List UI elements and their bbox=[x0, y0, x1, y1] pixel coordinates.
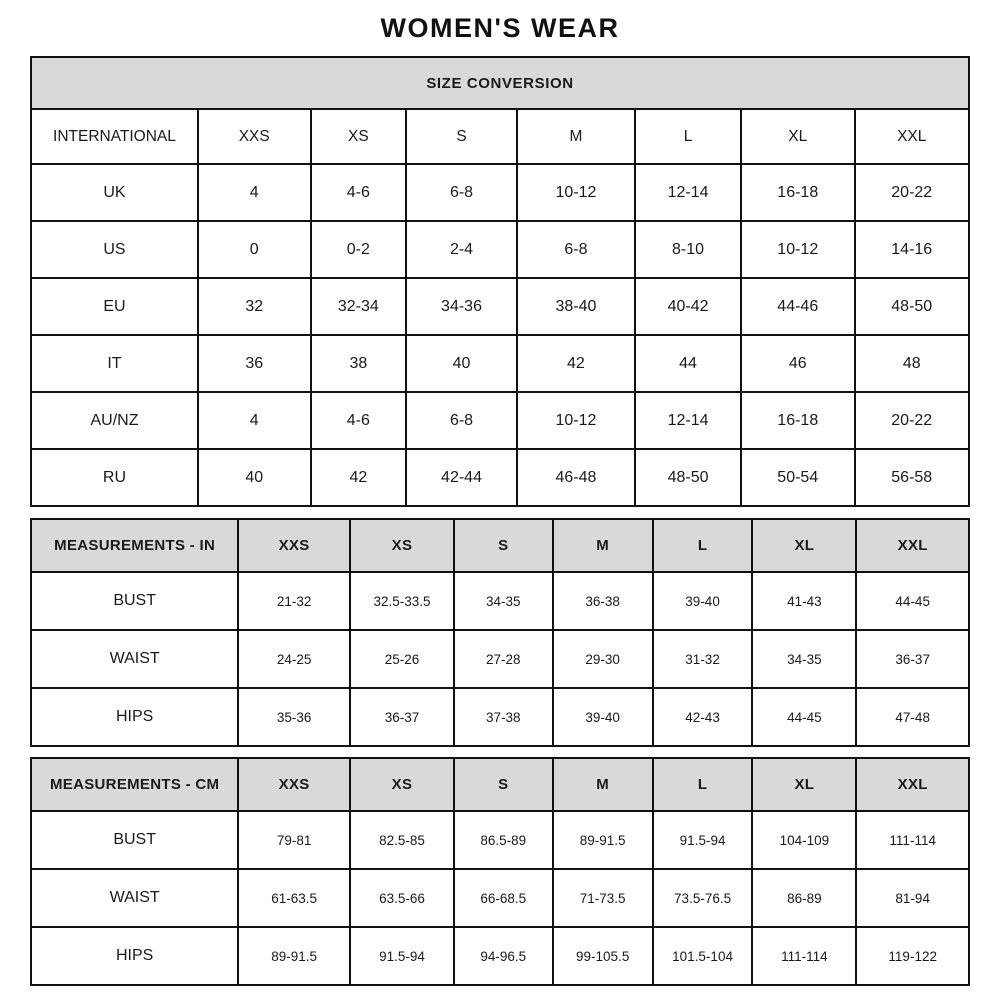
measurement-label: HIPS bbox=[31, 688, 238, 746]
measurement-value-cell: 89-91.5 bbox=[553, 811, 653, 869]
measurement-value-cell: 32.5-33.5 bbox=[350, 572, 454, 630]
size-column-header: M bbox=[553, 758, 653, 811]
region-label: IT bbox=[31, 335, 198, 392]
size-value-cell: 32-34 bbox=[311, 278, 407, 335]
size-value-cell: 50-54 bbox=[741, 449, 854, 506]
size-conversion-row bbox=[31, 278, 969, 335]
measurement-value-cell: 73.5-76.5 bbox=[653, 869, 752, 927]
measurement-row bbox=[31, 927, 969, 985]
measurement-value-cell: 24-25 bbox=[238, 630, 350, 688]
measurement-value-cell: 63.5-66 bbox=[350, 869, 454, 927]
size-value-cell: 10-12 bbox=[517, 164, 635, 221]
measurement-value-cell: 29-30 bbox=[553, 630, 653, 688]
size-value-cell: 42-44 bbox=[406, 449, 517, 506]
size-conversion-caption-row bbox=[31, 57, 969, 109]
measurement-label: BUST bbox=[31, 811, 238, 869]
size-conversion-row bbox=[31, 449, 969, 506]
measurement-label: WAIST bbox=[31, 869, 238, 927]
size-value-cell: 2-4 bbox=[406, 221, 517, 278]
measurement-value-cell: 66-68.5 bbox=[454, 869, 552, 927]
measurement-value-cell: 21-32 bbox=[238, 572, 350, 630]
measurement-value-cell: 111-114 bbox=[752, 927, 856, 985]
measurement-value-cell: 36-38 bbox=[553, 572, 653, 630]
size-value-cell: 10-12 bbox=[517, 392, 635, 449]
size-conversion-row bbox=[31, 221, 969, 278]
size-column-header: XL bbox=[752, 519, 856, 572]
measurement-value-cell: 27-28 bbox=[454, 630, 552, 688]
measurements-title: MEASUREMENTS - CM bbox=[31, 758, 238, 811]
size-value-cell: 36 bbox=[198, 335, 311, 392]
measurements-cm-table bbox=[30, 757, 970, 986]
measurement-value-cell: 101.5-104 bbox=[653, 927, 752, 985]
measurement-row bbox=[31, 572, 969, 630]
size-value-cell: 12-14 bbox=[635, 164, 741, 221]
measurement-value-cell: 37-38 bbox=[454, 688, 552, 746]
size-column-header: XXL bbox=[856, 758, 969, 811]
size-value-cell: 6-8 bbox=[406, 392, 517, 449]
measurement-value-cell: 82.5-85 bbox=[350, 811, 454, 869]
size-column-header: XS bbox=[350, 758, 454, 811]
measurement-value-cell: 25-26 bbox=[350, 630, 454, 688]
size-value-cell: 48-50 bbox=[635, 449, 741, 506]
size-value-cell: 40 bbox=[406, 335, 517, 392]
column-header-size: M bbox=[517, 109, 635, 164]
measurement-label: BUST bbox=[31, 572, 238, 630]
measurement-value-cell: 71-73.5 bbox=[553, 869, 653, 927]
measurement-value-cell: 34-35 bbox=[752, 630, 856, 688]
column-header-size: XL bbox=[741, 109, 854, 164]
size-column-header: L bbox=[653, 519, 752, 572]
column-header-size: S bbox=[406, 109, 517, 164]
measurements-cm-header-row bbox=[31, 758, 969, 811]
measurement-value-cell: 34-35 bbox=[454, 572, 552, 630]
measurement-value-cell: 39-40 bbox=[653, 572, 752, 630]
measurement-label: WAIST bbox=[31, 630, 238, 688]
measurements-title: MEASUREMENTS - IN bbox=[31, 519, 238, 572]
size-conversion-row bbox=[31, 164, 969, 221]
measurement-row bbox=[31, 869, 969, 927]
measurement-value-cell: 99-105.5 bbox=[553, 927, 653, 985]
measurement-value-cell: 31-32 bbox=[653, 630, 752, 688]
measurement-value-cell: 61-63.5 bbox=[238, 869, 350, 927]
size-value-cell: 20-22 bbox=[855, 164, 970, 221]
size-value-cell: 42 bbox=[311, 449, 407, 506]
size-value-cell: 4-6 bbox=[311, 164, 407, 221]
size-value-cell: 4 bbox=[198, 164, 311, 221]
measurement-value-cell: 89-91.5 bbox=[238, 927, 350, 985]
size-column-header: XXL bbox=[856, 519, 969, 572]
size-value-cell: 16-18 bbox=[741, 392, 854, 449]
size-value-cell: 8-10 bbox=[635, 221, 741, 278]
size-column-header: M bbox=[553, 519, 653, 572]
size-value-cell: 10-12 bbox=[741, 221, 854, 278]
measurement-row bbox=[31, 688, 969, 746]
size-column-header: XL bbox=[752, 758, 856, 811]
size-column-header: L bbox=[653, 758, 752, 811]
region-label: AU/NZ bbox=[31, 392, 198, 449]
measurement-row bbox=[31, 630, 969, 688]
size-column-header: XXS bbox=[238, 758, 350, 811]
size-value-cell: 16-18 bbox=[741, 164, 854, 221]
size-value-cell: 48 bbox=[855, 335, 970, 392]
size-value-cell: 6-8 bbox=[517, 221, 635, 278]
size-value-cell: 12-14 bbox=[635, 392, 741, 449]
size-value-cell: 46 bbox=[741, 335, 854, 392]
measurement-value-cell: 36-37 bbox=[350, 688, 454, 746]
size-value-cell: 6-8 bbox=[406, 164, 517, 221]
size-value-cell: 34-36 bbox=[406, 278, 517, 335]
size-column-header: XXS bbox=[238, 519, 350, 572]
size-value-cell: 4 bbox=[198, 392, 311, 449]
size-value-cell: 44-46 bbox=[741, 278, 854, 335]
size-column-header: XS bbox=[350, 519, 454, 572]
measurement-value-cell: 111-114 bbox=[856, 811, 969, 869]
measurements-in-table bbox=[30, 518, 970, 747]
size-value-cell: 38 bbox=[311, 335, 407, 392]
measurement-label: HIPS bbox=[31, 927, 238, 985]
region-label: EU bbox=[31, 278, 198, 335]
size-conversion-row bbox=[31, 392, 969, 449]
measurement-value-cell: 42-43 bbox=[653, 688, 752, 746]
measurement-value-cell: 104-109 bbox=[752, 811, 856, 869]
measurement-value-cell: 35-36 bbox=[238, 688, 350, 746]
size-value-cell: 48-50 bbox=[855, 278, 970, 335]
measurement-row bbox=[31, 811, 969, 869]
size-value-cell: 0-2 bbox=[311, 221, 407, 278]
size-conversion-row bbox=[31, 335, 969, 392]
size-conversion-column-row bbox=[31, 109, 969, 164]
column-header-size: XXL bbox=[855, 109, 970, 164]
measurement-value-cell: 119-122 bbox=[856, 927, 969, 985]
size-value-cell: 40-42 bbox=[635, 278, 741, 335]
size-value-cell: 0 bbox=[198, 221, 311, 278]
column-header-size: XS bbox=[311, 109, 407, 164]
measurement-value-cell: 91.5-94 bbox=[350, 927, 454, 985]
size-value-cell: 44 bbox=[635, 335, 741, 392]
size-conversion-header: SIZE CONVERSION bbox=[31, 57, 969, 109]
size-value-cell: 32 bbox=[198, 278, 311, 335]
measurement-value-cell: 86.5-89 bbox=[454, 811, 552, 869]
measurement-value-cell: 44-45 bbox=[752, 688, 856, 746]
size-value-cell: 38-40 bbox=[517, 278, 635, 335]
measurement-value-cell: 91.5-94 bbox=[653, 811, 752, 869]
measurement-value-cell: 79-81 bbox=[238, 811, 350, 869]
measurement-value-cell: 94-96.5 bbox=[454, 927, 552, 985]
size-value-cell: 42 bbox=[517, 335, 635, 392]
size-column-header: S bbox=[454, 519, 552, 572]
size-value-cell: 46-48 bbox=[517, 449, 635, 506]
region-label: UK bbox=[31, 164, 198, 221]
measurement-value-cell: 44-45 bbox=[856, 572, 969, 630]
measurement-value-cell: 47-48 bbox=[856, 688, 969, 746]
column-header-international: INTERNATIONAL bbox=[31, 109, 198, 164]
size-value-cell: 56-58 bbox=[855, 449, 970, 506]
size-column-header: S bbox=[454, 758, 552, 811]
measurement-value-cell: 41-43 bbox=[752, 572, 856, 630]
column-header-size: XXS bbox=[198, 109, 311, 164]
size-conversion-table bbox=[30, 56, 970, 507]
measurement-value-cell: 86-89 bbox=[752, 869, 856, 927]
measurement-value-cell: 81-94 bbox=[856, 869, 969, 927]
column-header-size: L bbox=[635, 109, 741, 164]
size-value-cell: 4-6 bbox=[311, 392, 407, 449]
region-label: RU bbox=[31, 449, 198, 506]
measurements-in-header-row bbox=[31, 519, 969, 572]
page-title: WOMEN'S WEAR bbox=[380, 13, 620, 43]
region-label: US bbox=[31, 221, 198, 278]
size-value-cell: 40 bbox=[198, 449, 311, 506]
measurement-value-cell: 39-40 bbox=[553, 688, 653, 746]
size-value-cell: 20-22 bbox=[855, 392, 970, 449]
size-value-cell: 14-16 bbox=[855, 221, 970, 278]
measurement-value-cell: 36-37 bbox=[856, 630, 969, 688]
